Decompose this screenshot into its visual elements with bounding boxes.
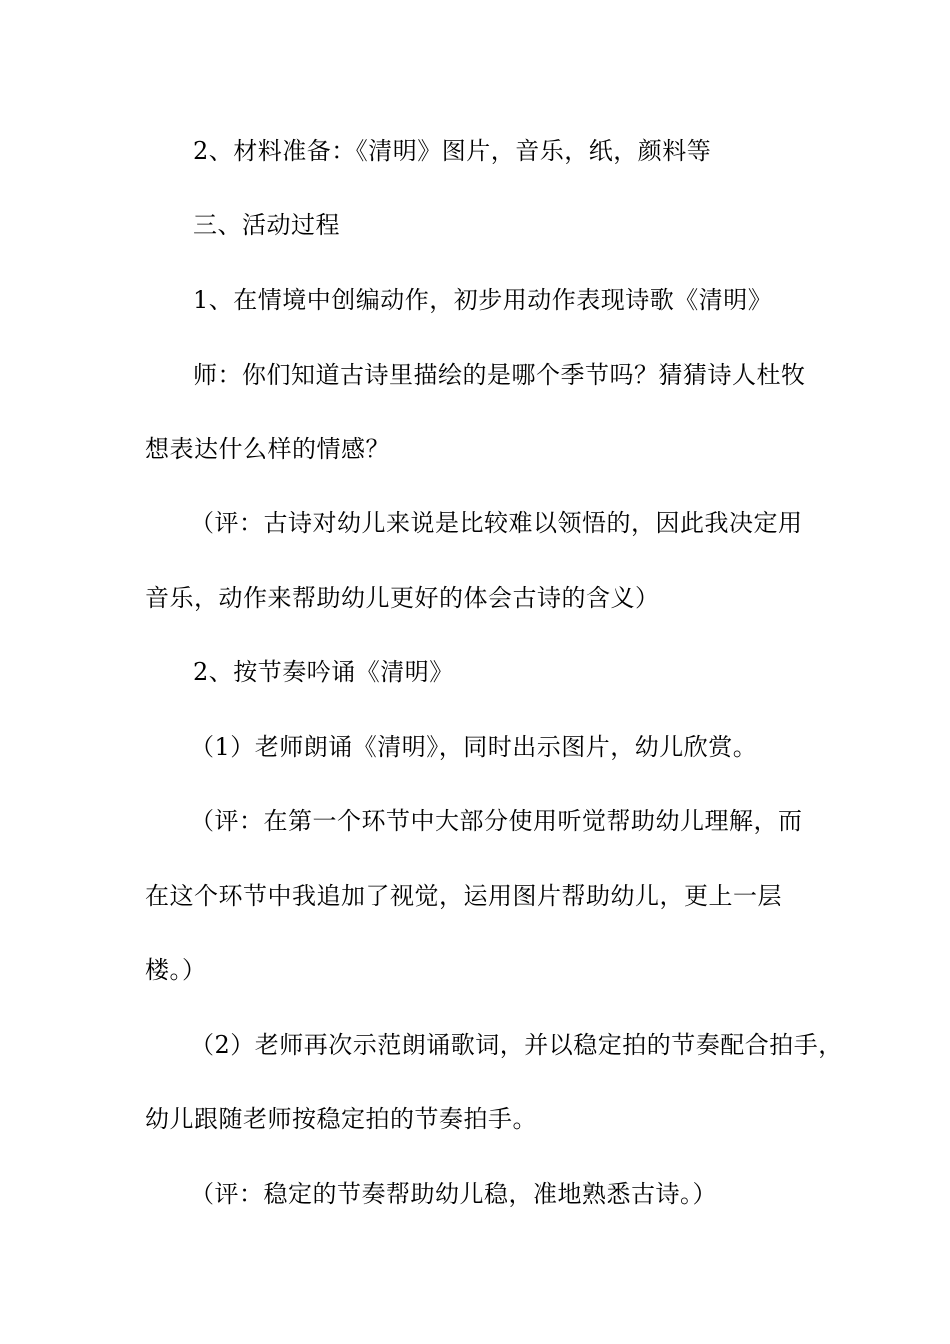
section-heading-activity-process: 三、活动过程 xyxy=(193,211,340,239)
materials-line: 2、材料准备：《清明》图片，音乐，纸，颜料等 xyxy=(193,137,712,165)
comment-2-line-1: （评：在第一个环节中大部分使用听觉帮助幼儿理解，而 xyxy=(190,807,803,835)
comment-1-line-1: （评：古诗对幼儿来说是比较难以领悟的，因此我决定用 xyxy=(190,509,803,537)
substep-1-line: （1）老师朗诵《清明》，同时出示图片，幼儿欣赏。 xyxy=(190,733,758,761)
teacher-question-line-1: 师：你们知道古诗里描绘的是哪个季节吗？猜猜诗人杜牧 xyxy=(193,361,806,389)
comment-2-line-2: 在这个环节中我追加了视觉，运用图片帮助幼儿，更上一层 xyxy=(145,882,782,910)
substep-2-line-2: 幼儿跟随老师按稳定拍的节奏拍手。 xyxy=(145,1105,537,1133)
comment-3-line: （评：稳定的节奏帮助幼儿稳，准地熟悉古诗。） xyxy=(190,1180,717,1208)
comment-1-line-2: 音乐，动作来帮助幼儿更好的体会古诗的含义） xyxy=(145,584,660,612)
step-1-heading: 1、在情境中创编动作，初步用动作表现诗歌《清明》 xyxy=(193,286,773,314)
comment-2-line-3: 楼。） xyxy=(145,956,207,984)
step-2-heading: 2、按节奏吟诵《清明》 xyxy=(193,658,454,686)
teacher-question-line-2: 想表达什么样的情感？ xyxy=(145,435,390,463)
substep-2-line-1: （2）老师再次示范朗诵歌词，并以稳定拍的节奏配合拍手， xyxy=(190,1031,843,1059)
